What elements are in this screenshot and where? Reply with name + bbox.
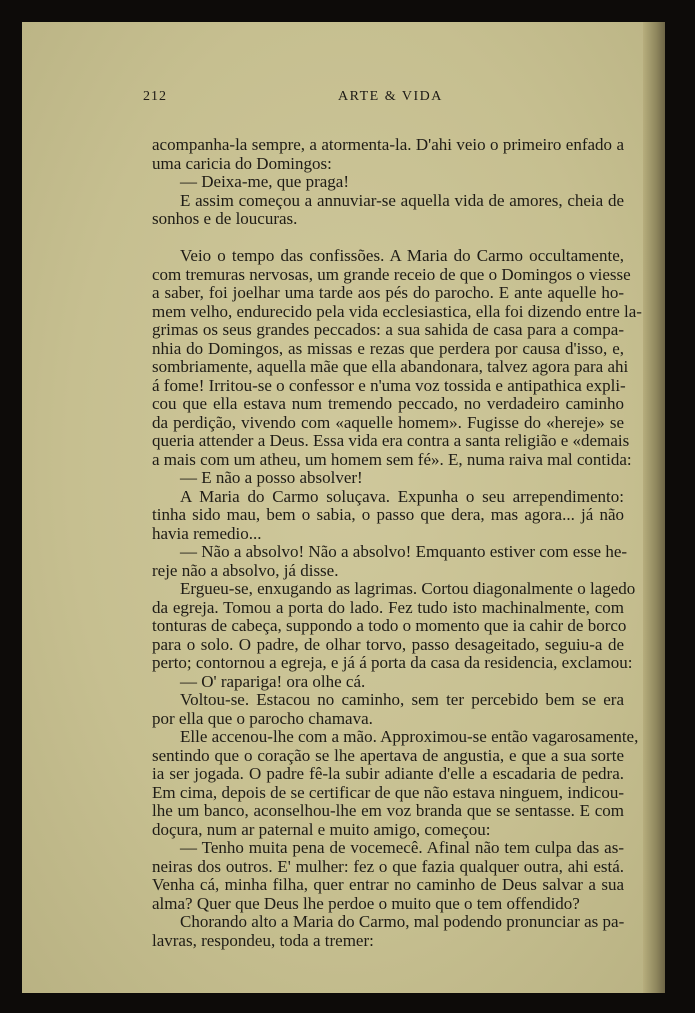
text-line: doçura, num ar paternal e muito amigo, começou: <box>152 819 491 839</box>
text-line: ia ser jogada. O padre fê-la subir adiante d'elle a escadaria de pedra. <box>152 764 624 783</box>
body-text <box>152 135 642 950</box>
text-line: uma caricia do Domingos: <box>152 153 332 173</box>
text-line: para o solo. O padre, de olhar torvo, passo desageitado, seguiu-a de <box>152 634 624 654</box>
text-line: E assim começou a annuviar-se aquella vida de amores, cheia de <box>180 190 624 210</box>
text-line: da egreja. Tomou a porta do lado. Fez tudo isto machinalmente, com <box>152 597 624 617</box>
text-line: acompanha-la sempre, a atormenta-la. D'ahi veio o primeiro enfado a <box>152 135 624 154</box>
text-line: reje não a absolvo, já disse. <box>152 560 339 580</box>
text-line: Elle accenou-lhe com a mão. Approximou-se então vagarosamente, <box>180 727 639 746</box>
running-header <box>22 89 665 111</box>
text-line: sonhos e de loucuras. <box>152 209 298 228</box>
text-line: Em cima, depois de se certificar de que não estava ninguem, indicou- <box>152 782 624 802</box>
page-edge-shadow <box>643 22 665 993</box>
text-line: com tremuras nervosas, um grande receio de que o Domingos o viesse <box>152 264 631 284</box>
text-line: — E não a posso absolver! <box>180 468 363 487</box>
text-line: A Maria do Carmo soluçava. Expunha o seu arrependimento: <box>180 486 624 506</box>
text-line: por ella que o parocho chamava. <box>152 708 373 728</box>
text-line: alma? Quer que Deus lhe perdoe o muito que o tem offendido? <box>152 893 580 913</box>
text-line: grimas os seus grandes peccados: a sua sahida de casa para a compa- <box>152 320 624 339</box>
text-line: á fome! Irritou-se o confessor e n'uma voz tossida e antipathica expli- <box>152 375 626 395</box>
text-line: queria attender a Deus. Essa vida era contra a santa religião e «demais <box>152 431 630 450</box>
text-line: tinha sido mau, bem o sabia, o passo que dera, mas agora... já não <box>152 505 624 524</box>
text-line: — Não a absolvo! Não a absolvo! Emquanto estiver com esse he- <box>180 542 628 561</box>
text-line: sentindo que o coração se lhe apertava de angustia, e que a sua sorte <box>152 745 624 765</box>
text-line: da perdição, vivendo com «aquelle homem». Fugisse do «hereje» se <box>152 412 624 432</box>
text-line: havia remedio... <box>152 523 262 543</box>
text-line: perto; contornou a egreja, e já á porta da casa da residencia, exclamou: <box>152 653 633 672</box>
text-line: lhe um banco, aconselhou-lhe em voz branda que se sentasse. E com <box>152 801 624 820</box>
book-page <box>22 22 665 993</box>
text-line: Veio o tempo das confissões. A Maria do Carmo occultamente, <box>180 246 624 265</box>
paragraph-gap <box>152 229 624 248</box>
text-line: lavras, respondeu, toda a tremer: <box>152 930 374 950</box>
text-line: — Deixa-me, que praga! <box>180 172 349 191</box>
text-line: neiras dos outros. E' mulher: fez o que fazia qualquer outra, ahi está. <box>152 856 624 876</box>
text-line: cou que ella estava num tremendo peccado, no verdadeiro caminho <box>152 394 624 413</box>
text-line: — Tenho muita pena de vocemecê. Afinal não tem culpa das as- <box>180 838 624 857</box>
text-line: Venha cá, minha filha, quer entrar no caminho de Deus salvar a sua <box>152 875 624 894</box>
page-number: 212 <box>143 89 167 104</box>
running-title: ARTE & VIDA <box>338 89 443 104</box>
text-line: a saber, foi joelhar uma tarde aos pés do parocho. E ante aquelle ho- <box>152 283 624 302</box>
text-line: a mais com um atheu, um homem sem fé». E, numa raiva mal contida: <box>152 449 632 469</box>
text-line: mem velho, endurecido pela vida ecclesiastica, ella foi dizendo entre la- <box>152 301 642 321</box>
text-line: Chorando alto a Maria do Carmo, mal podendo pronunciar as pa- <box>180 912 625 931</box>
text-line: — O' rapariga! ora olhe cá. <box>180 671 366 691</box>
text-line: tonturas de cabeça, suppondo a todo o momento que ia cahir de borco <box>152 616 627 635</box>
text-line: Voltou-se. Estacou no caminho, sem ter percebido bem se era <box>180 690 624 709</box>
text-line: Ergueu-se, enxugando as lagrimas. Cortou diagonalmente o lagedo <box>180 579 636 598</box>
text-line: nhia do Domingos, as missas e rezas que perdera por causa d'isso, e, <box>152 338 624 358</box>
text-line: sombriamente, aquella mãe que ella abandonara, talvez agora para ahi <box>152 357 629 376</box>
